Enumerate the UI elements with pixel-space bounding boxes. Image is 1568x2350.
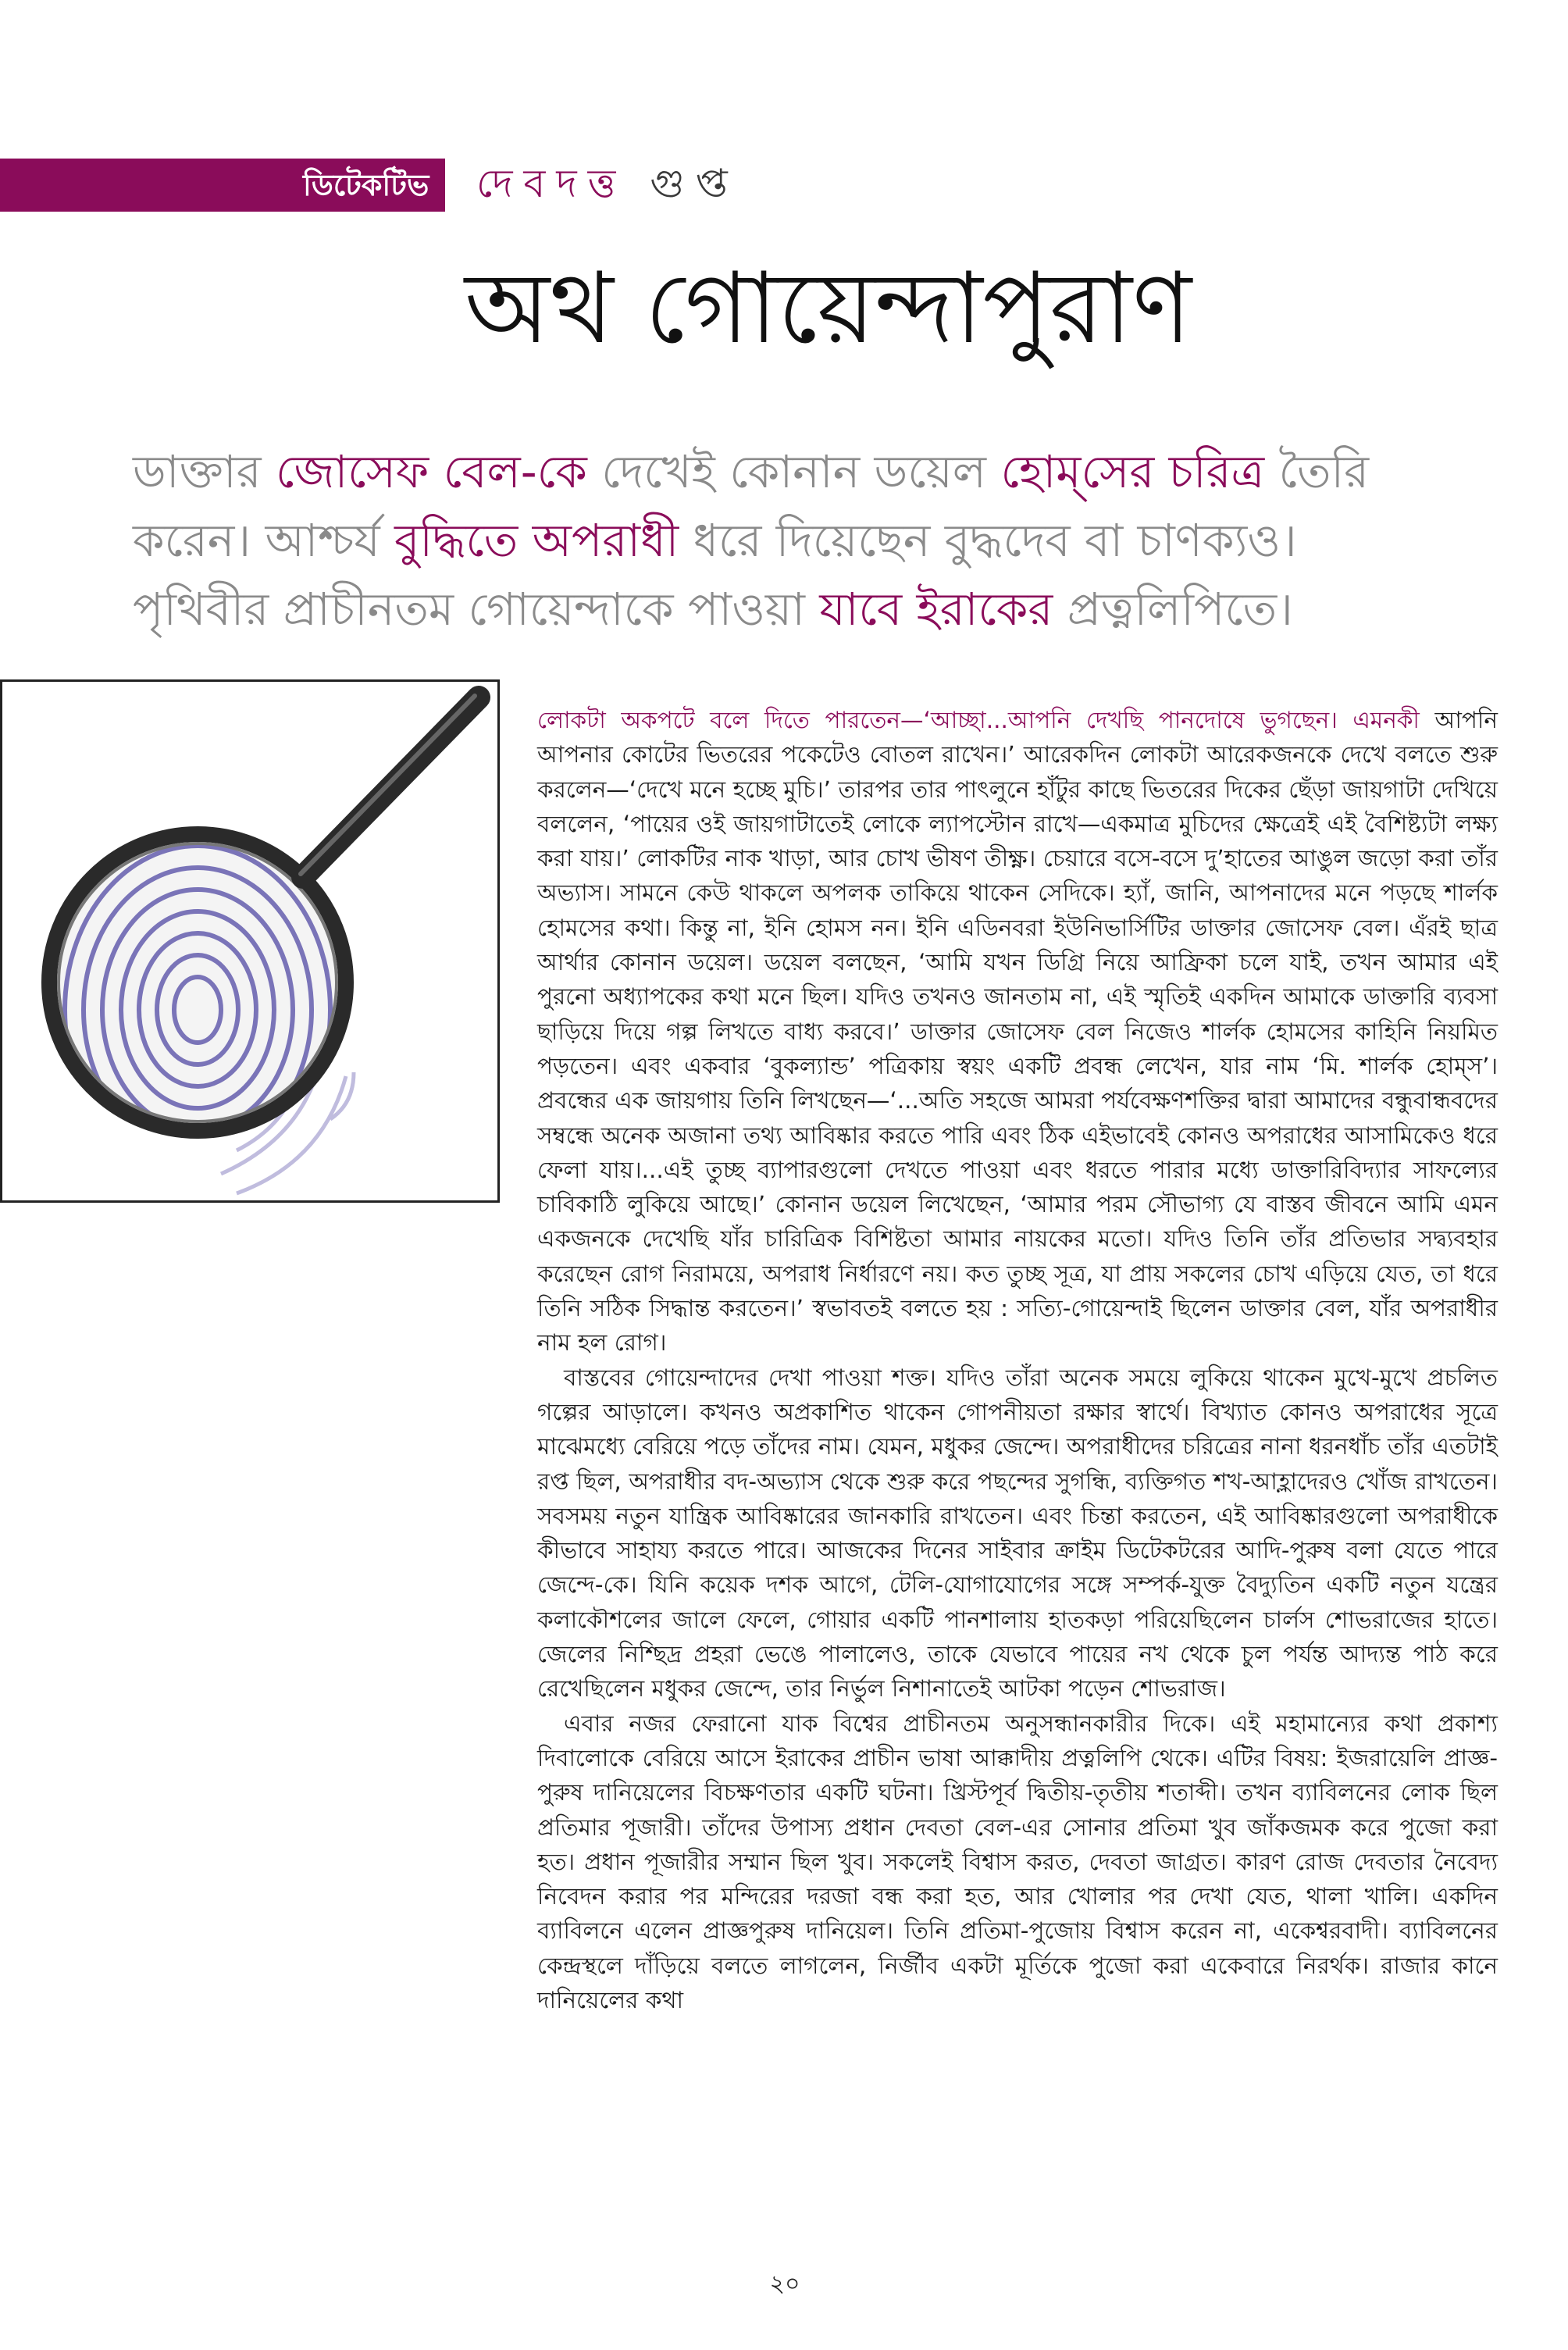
standfirst-line-2	[133, 506, 1445, 575]
article-paragraph: এবার নজর ফেরানো যাক বিশ্বের প্রাচীনতম অনুসন্ধানকারীর দিকে। এই মহামান্যের কথা প্রকাশ্য দিবালোকে বেরিয়ে আসে ইরাকের প্রাচীন ভাষা আক্কাদীয় প্রত্নলিপি থেকে। এটির বিষয়: ইজরায়েলি প্রাজ্ঞ-পুরুষ দানিয়েলের বিচক্ষণতার একটি ঘটনা। খ্রিস্টপূর্ব দ্বিতীয়-তৃতীয় শতাব্দী। তখন ব্যাবিলনের লোক ছিল প্রতিমার পূজারী। তাঁদের উপাস্য প্রধান দেবতা বেল-এর সোনার প্রতিমা খুব জাঁকজমক করে পুজো করা হত। প্রধান পূজারীর সম্মান ছিল খুব। সকলেই বিশ্বাস করত, দেবতা জাগ্রত। কারণ রোজ দেবতার নৈবেদ্য নিবেদন করার পর মন্দিরের দরজা বন্ধ করা হত, আর খোলার পর দেখা যেত, থালা খালি। একদিন ব্যাবিলনে এলেন প্রাজ্ঞপুরুষ দানিয়েল। তিনি প্রতিমা-পুজোয় বিশ্বাস করেন না, একেশ্বরবাদী। ব্যাবিলনের কেন্দ্রস্থলে দাঁড়িয়ে বলতে লাগলেন, নির্জীব একটা মূর্তিকে পুজো করা একেবারে নিরর্থক। রাজার কানে দানিয়েলের কথা	[537, 1710, 1498, 2013]
standfirst-highlight: বুদ্ধিতে অপরাধী	[394, 514, 679, 567]
standfirst-text: ডাক্তার	[133, 445, 276, 498]
article-paragraph-text: আপনি আপনার কোটের ভিতরের পকেটেও বোতল রাখেন।’ আরেকদিন লোকটা আরেকজনকে দেখে বলতে শুরু করলেন—‘দেখে মনে হচ্ছে মুচি।’ তারপর তার পাৎলুনে হাঁটুর কাছে ভিতরের দিকের ছেঁড়া জায়গাটা দেখিয়ে বললেন, ‘পায়ের ওই জায়গাটাতেই লোকে ল্যাপস্টোন রাখে—একমাত্র মুচিদের ক্ষেত্রেই এই বৈশিষ্ট্যটা লক্ষ্য করা যায়।’ লোকটির নাক খাড়া, আর চোখ ভীষণ তীক্ষ্ণ। চেয়ারে বসে-বসে দু’হাতের আঙুল জড়ো করা তাঁর অভ্যাস। সামনে কেউ থাকলে অপলক তাকিয়ে থাকেন সেদিকে। হ্যাঁ, জানি, আপনাদের মনে পড়ছে শার্লক হোমসের কথা। কিন্তু না, ইনি হোমস নন। ইনি এডিনবরা ইউনিভার্সিটির ডাক্তার জোসেফ বেল। এঁরই ছাত্র আর্থার কোনান ডয়েল। ডয়েল বলছেন, ‘আমি যখন ডিগ্রি নিয়ে আফ্রিকা চলে যাই, তখন আমার এই পুরনো অধ্যাপকের কথা মনে ছিল। যদিও তখনও জানতাম না, এই স্মৃতিই একদিন আমাকে ডাক্তারি ব্যবসা ছাড়িয়ে দিয়ে গল্প লিখতে বাধ্য করবে।’ ডাক্তার জোসেফ বেল নিজেও শার্লক হোমসের কাহিনি নিয়মিত পড়তেন। এবং একবার ‘বুকল্যান্ড’ পত্রিকায় স্বয়ং একটি প্রবন্ধ লেখেন, যার নাম ‘মি. শার্লক হোম্‌স’। প্রবন্ধের এক জায়গায় তিনি লিখছেন—‘...অতি সহজে আমরা পর্যবেক্ষণশক্তির দ্বারা আমাদের বন্ধুবান্ধবদের সম্বন্ধে অনেক অজানা তথ্য আবিষ্কার করতে পারি এবং ঠিক এইভাবেই কোনও অপরাধের আসামিকেও ধরে ফেলা যায়।...এই তুচ্ছ ব্যাপারগুলো দেখতে পাওয়া এবং ধরতে পারার মধ্যে ডাক্তারিবিদ্যার সাফল্যের চাবিকাঠি লুকিয়ে আছে।’ কোনান ডয়েল লিখেছেন, ‘আমার পরম সৌভাগ্য যে বাস্তব জীবনে আমি এমন একজনকে দেখেছি যাঁর চারিত্রিক বিশিষ্টতা আমার নায়কের মতো। যদিও তিনি তাঁর প্রতিভার সদ্ব্যবহার করেছেন রোগ নিরাময়ে, অপরাধ নির্ধারণে নয়। কত তুচ্ছ সূত্র, যা প্রায় সকলের চোখ এড়িয়ে যেত, তা ধরে তিনি সঠিক সিদ্ধান্ত করতেন।’ স্বভাবতই বলতে হয় : সত্যি-গোয়েন্দাই ছিলেন ডাক্তার বেল, যাঁর অপরাধীর নাম হল রোগ।	[537, 707, 1498, 1357]
standfirst-text: দেখেই কোনান ডয়েল	[586, 445, 1001, 498]
standfirst-text: প্রত্নলিপিতে।	[1053, 583, 1293, 636]
magnifying-glass-over-fingerprint-icon	[2, 682, 497, 1200]
article-title: অথ গোয়েন্দাপুরাণ	[465, 251, 1192, 366]
standfirst-highlight: যাবে ইরাকের	[819, 583, 1053, 636]
author-byline	[476, 156, 739, 211]
standfirst-text: ধরে দিয়েছেন বুদ্ধদেব বা চাণক্যও।	[679, 514, 1297, 567]
section-label: ডিটেকটিভ	[303, 168, 429, 202]
article-paragraph	[537, 703, 1498, 1360]
article-lead: লোকটা অকপটে বলে দিতে পারতেন—‘আচ্ছা...আপনি দেখছি পানদোষে ভুগছেন। এমনকী	[537, 707, 1420, 733]
standfirst-line-3	[133, 575, 1445, 644]
author-first-name: দেবদত্ত	[476, 161, 627, 206]
standfirst	[133, 437, 1445, 644]
standfirst-text: পৃথিবীর প্রাচীনতম গোয়েন্দাকে পাওয়া	[133, 583, 820, 636]
article-paragraph: বাস্তবের গোয়েন্দাদের দেখা পাওয়া শক্ত। যদিও তাঁরা অনেক সময়ে লুকিয়ে থাকেন মুখে-মুখে প্রচলিত গল্পের আড়ালে। কখনও অপ্রকাশিত থাকেন গোপনীয়তা রক্ষার স্বার্থে। বিখ্যাত কোনও অপরাধের সূত্রে মাঝেমধ্যে বেরিয়ে পড়ে তাঁদের নাম। যেমন, মধুকর জেন্দে। অপরাধীদের চরিত্রের নানা ধরনধাঁচ তাঁর এতটাই রপ্ত ছিল, অপরাধীর বদ-অভ্যাস থেকে শুরু করে পছন্দের সুগন্ধি, ব্যক্তিগত শখ-আহ্লাদেরও খোঁজ রাখতেন। সবসময় নতুন যান্ত্রিক আবিষ্কারের জানকারি রাখতেন। এবং চিন্তা করতেন, এই আবিষ্কারগুলো অপরাধীকে কীভাবে সাহায্য করতে পারে। আজকের দিনের সাইবার ক্রাইম ডিটেকটরের আদি-পুরুষ বলা যেতে পারে জেন্দে-কে। যিনি কয়েক দশক আগে, টেলি-যোগাযোগের সঙ্গে সম্পর্ক-যুক্ত বৈদ্যুতিন একটি নতুন যন্ত্রের কলাকৌশলের জালে ফেলে, গোয়ার একটি পানশালায় হাতকড়া পরিয়েছিলেন চার্লস শোভরাজের হাতে। জেলের নিশ্ছিদ্র প্রহরা ভেঙে পালালেও, তাকে যেভাবে পায়ের নখ থেকে চুল পর্যন্ত আদ্যন্ত পাঠ করে রেখেছিলেন মধুকর জেন্দে, তার নির্ভুল নিশানাতেই আটকা পড়েন শোভরাজ।	[537, 1364, 1498, 1703]
standfirst-line-1	[133, 437, 1445, 506]
standfirst-text: করেন। আশ্চর্য	[133, 514, 395, 567]
standfirst-text: তৈরি	[1264, 445, 1370, 498]
standfirst-highlight: জোসেফ বেল-কে	[276, 445, 587, 498]
fingerprint-illustration	[0, 679, 500, 1203]
author-last-name: গুপ্ত	[650, 161, 739, 206]
page-number: ২০	[769, 2270, 800, 2298]
standfirst-highlight: হোম্‌সের চরিত্র	[1000, 445, 1265, 498]
article-body	[537, 703, 1498, 2017]
